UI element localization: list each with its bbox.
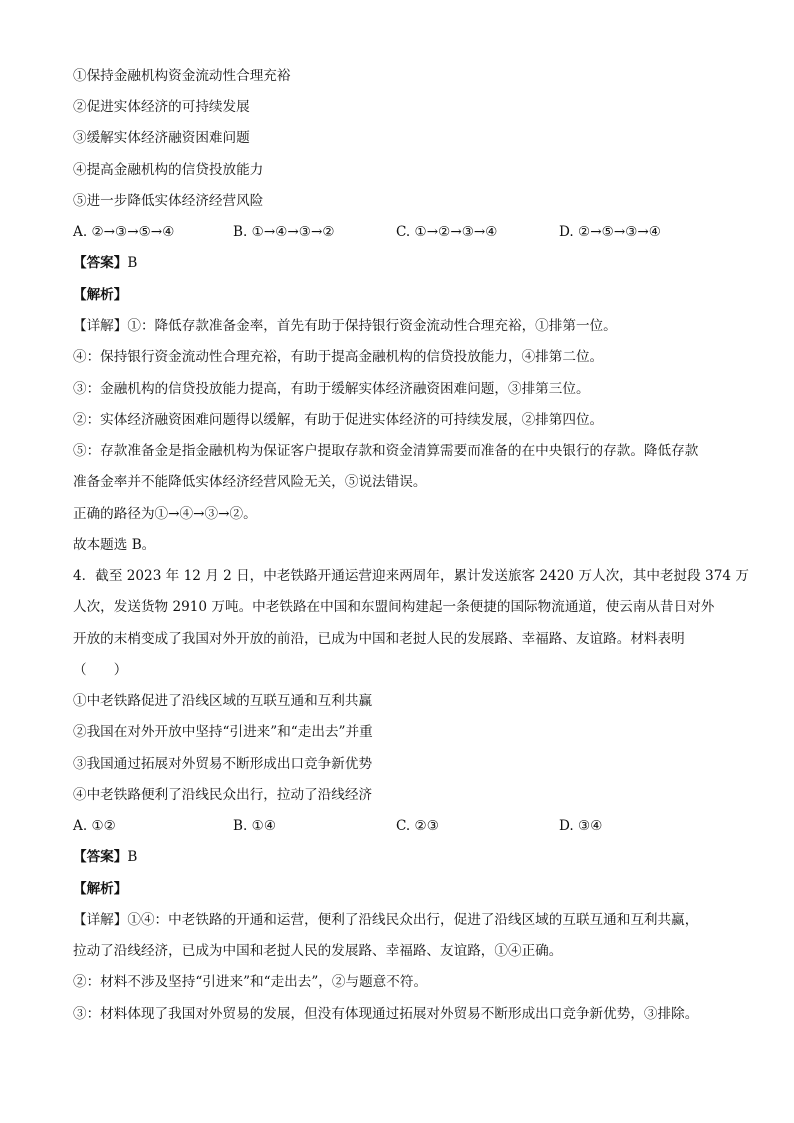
q4-detail-text-1: ①④：中老铁路的开通和运营，便利了沿线民众出行，促进了沿线区域的互联互通和互利共赢， (127, 912, 699, 928)
q4-detail-line-4: ③：材料体现了我国对外贸易的发展，但没有体现通过拓展对外贸易不断形成出口竞争新优势，③排除。 (73, 1006, 699, 1022)
q3-detail-line-6: 准备金率并不能降低实体经济经营风险无关，⑤说法错误。 (73, 474, 427, 490)
q4-item-3: ③我国通过拓展对外贸易不断形成出口竞争新优势 (73, 756, 373, 772)
q4-option-d: D. ③④ (559, 818, 603, 834)
q3-detail-line-7: 正确的路径为①→④→③→②。 (73, 506, 257, 522)
q4-stem-line-4: （ ） (73, 662, 128, 678)
q3-answer-value: B (127, 255, 138, 271)
q4-stem-line-3: 开放的末梢变成了我国对外开放的前沿，已成为中国和老挝人民的发展路、幸福路、友谊路。材料表明 (73, 631, 685, 647)
q3-detail-line-1 (73, 316, 734, 336)
q4-item-4: ④中老铁路便利了沿线民众出行，拉动了沿线经济 (73, 787, 373, 803)
q3-item-2: ②促进实体经济的可持续发展 (73, 99, 250, 115)
q3-item-4: ④提高金融机构的信贷投放能力 (73, 162, 264, 178)
q3-detail-line-4: ②：实体经济融资困难问题得以缓解，有助于促进实体经济的可持续发展，②排第四位。 (73, 412, 604, 428)
q3-detail-line-8: 故本题选 B。 (73, 537, 156, 553)
q3-answer-label: 【答案】 (73, 255, 128, 271)
q3-option-a: A. ②→③→⑤→④ (73, 224, 175, 240)
q3-item-5: ⑤进一步降低实体经济经营风险 (73, 193, 264, 209)
q4-analysis-label: 【解析】 (73, 881, 128, 897)
q4-answer-label: 【答案】 (73, 849, 128, 865)
q4-analysis (73, 879, 734, 899)
q4-answer-value: B (127, 849, 138, 865)
q3-detail-label: 【详解】 (73, 318, 128, 334)
q3-option-d: D. ②→⑤→③→④ (559, 224, 661, 240)
q4-stem-line-2: 人次，发送货物 2910 万吨。中老铁路在中国和东盟间构建起一条便捷的国际物流通道，使云南从昔日对外 (73, 599, 715, 615)
q4-option-a: A. ①② (73, 818, 116, 834)
q4-detail-label: 【详解】 (73, 912, 128, 928)
q3-item-1: ①保持金融机构资金流动性合理充裕 (73, 68, 291, 84)
q3-detail-line-3: ③：金融机构的信贷投放能力提高，有助于缓解实体经济融资困难问题，③排第三位。 (73, 381, 590, 397)
q4-stem-line-1: 4．截至 2023 年 12 月 2 日，中老铁路开通运营迎来两周年，累计发送旅客 2420 万人次，其中老挝段 374 万 (73, 568, 749, 584)
q4-detail-line-2: 拉动了沿线经济，已成为中国和老挝人民的发展路、幸福路、友谊路，①④正确。 (73, 943, 563, 959)
q3-answer (73, 253, 734, 273)
q3-item-3: ③缓解实体经济融资困难问题 (73, 130, 250, 146)
q4-detail-line-1 (73, 910, 734, 930)
q4-option-c: C. ②③ (396, 818, 439, 834)
q3-option-b: B. ①→④→③→② (233, 224, 335, 240)
q4-answer (73, 847, 734, 867)
q3-detail-line-2: ④：保持银行资金流动性合理充裕，有助于提高金融机构的信贷投放能力，④排第二位。 (73, 349, 604, 365)
q3-option-c: C. ①→②→③→④ (396, 224, 498, 240)
q3-analysis (73, 285, 734, 305)
q4-item-2: ②我国在对外开放中坚持“引进来”和“走出去”并重 (73, 724, 373, 740)
q4-item-1: ①中老铁路促进了沿线区域的互联互通和互利共赢 (73, 693, 373, 709)
q3-detail-line-5: ⑤：存款准备金是指金融机构为保证客户提取存款和资金清算需要而准备的在中央银行的存款。降低存款 (73, 443, 699, 459)
q4-option-b: B. ①④ (233, 818, 277, 834)
q4-detail-line-3: ②：材料不涉及坚持“引进来”和“走出去”，②与题意不符。 (73, 974, 428, 990)
q3-analysis-label: 【解析】 (73, 287, 128, 303)
q3-detail-text-1: ①：降低存款准备金率，首先有助于保持银行资金流动性合理充裕，①排第一位。 (127, 318, 617, 334)
